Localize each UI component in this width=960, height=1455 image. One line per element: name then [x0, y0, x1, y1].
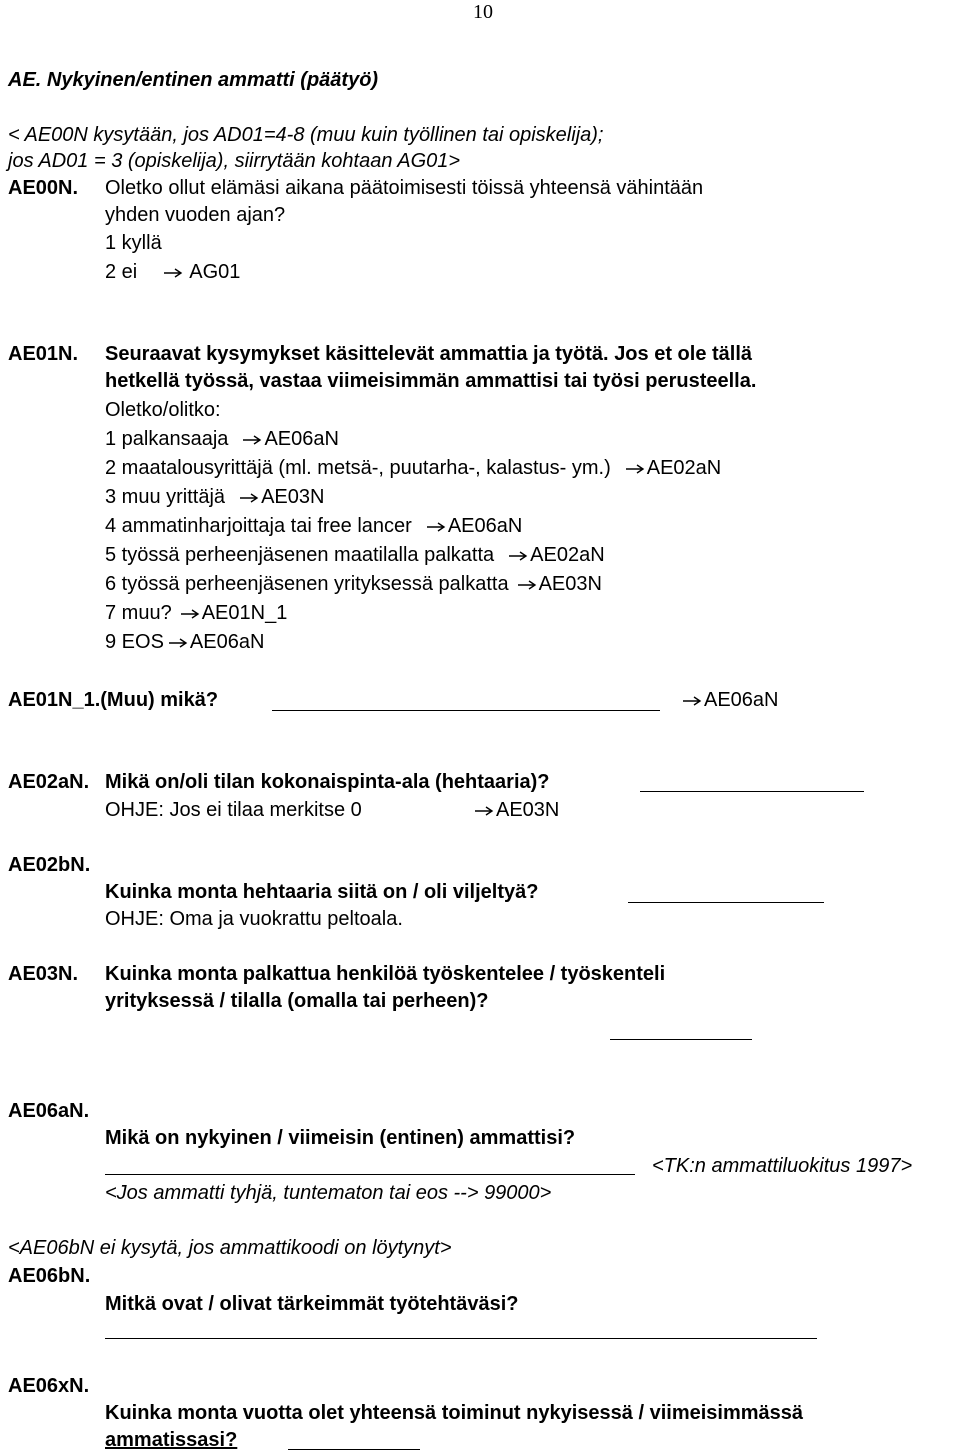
skip-target: AE02aN: [530, 544, 605, 566]
answer-line[interactable]: [610, 1039, 752, 1040]
question-text-part: Seuraavat kysymykset käsittelevät ammattia ja työtä.: [105, 343, 609, 365]
answer-option-label: 3 muu yrittäjä: [105, 486, 226, 508]
section-title: AE. Nykyinen/entinen ammatti (päätyö): [8, 69, 379, 91]
right-arrow-icon: [242, 434, 262, 446]
answer-line[interactable]: [105, 1338, 817, 1339]
routing-note: <AE06bN ei kysytä, jos ammattikoodi on löytynyt>: [8, 1237, 452, 1259]
skip-target: AE03N: [538, 573, 602, 595]
right-arrow-icon: [426, 521, 446, 533]
question-text: Kuinka monta hehtaaria siitä on / oli viljeltyä?: [105, 881, 539, 903]
answer-option-label: 5 työssä perheenjäsenen maatilalla palkatta: [105, 544, 495, 566]
question-code: AE02aN.: [8, 771, 90, 793]
answer-line[interactable]: [628, 902, 824, 903]
question-code: AE02bN.: [8, 854, 91, 876]
skip-instruction: [472, 798, 559, 822]
answer-option-label: 2 ei: [105, 261, 138, 283]
right-arrow-icon: [163, 267, 183, 279]
instruction-note: <Jos ammatti tyhjä, tuntematon tai eos --> 99000>: [105, 1182, 552, 1204]
answer-option: [105, 485, 324, 509]
answer-option: [105, 572, 602, 596]
question-text: Oletko/olitko:: [105, 399, 221, 421]
answer-option-label: 2 maatalousyrittäjä (ml. metsä-, puutarha-, kalastus- ym.): [105, 457, 611, 479]
skip-instruction: [680, 688, 779, 712]
classification-note: <TK:n ammattiluokitus 1997>: [652, 1155, 913, 1177]
skip-target: AE06aN: [447, 515, 523, 537]
answer-option: [105, 601, 287, 625]
answer-option-label: 4 ammatinharjoittaja tai free lancer: [105, 515, 412, 537]
routing-note: jos AD01 = 3 (opiskelija), siirrytään kohtaan AG01>: [8, 150, 461, 172]
page-number: 10: [473, 1, 493, 23]
question-code: AE03N.: [8, 963, 79, 985]
answer-option-label: 7 muu?: [105, 602, 172, 624]
answer-option-label: 6 työssä perheenjäsenen yrityksessä palkatta: [105, 573, 509, 595]
question-text: Oletko ollut elämäsi aikana päätoimisesti töissä yhteensä vähintään: [105, 177, 704, 199]
answer-option: [105, 260, 240, 284]
question-text: Mitkä ovat / olivat tärkeimmät työtehtäväsi?: [105, 1293, 519, 1315]
answer-option-label: 9 EOS: [105, 631, 164, 653]
question-text-part: Jos et ole tällä: [614, 343, 753, 365]
question-code: AE06bN.: [8, 1265, 91, 1287]
question-text: Kuinka monta vuotta olet yhteensä toiminut nykyisessä / viimeisimmässä: [105, 1402, 804, 1424]
question-code: AE06aN.: [8, 1100, 90, 1122]
skip-target: AE06aN: [264, 428, 339, 450]
question-text: Mikä on/oli tilan kokonaispinta-ala (hehtaaria)?: [105, 771, 550, 793]
answer-option: [105, 456, 721, 480]
skip-target: AE03N: [261, 486, 325, 508]
question-label: AE01N_1.(Muu) mikä?: [8, 689, 219, 711]
question-code: AE01N.: [8, 343, 79, 365]
question-text: Mikä on nykyinen / viimeisin (entinen) ammattisi?: [105, 1127, 576, 1149]
skip-target: AE03N: [496, 799, 560, 821]
answer-option: [105, 514, 522, 538]
answer-line[interactable]: [272, 710, 660, 711]
answer-line[interactable]: [640, 791, 864, 792]
question-text: hetkellä työssä, vastaa viimeisimmän ammattisi tai työsi perusteella.: [105, 370, 757, 392]
right-arrow-icon: [625, 463, 645, 475]
question-text: ammatissasi?: [105, 1429, 238, 1451]
question-text: [105, 342, 752, 366]
skip-target: AG01: [189, 261, 241, 283]
answer-option: [105, 427, 339, 451]
skip-target: AE06aN: [704, 689, 779, 711]
answer-option: [105, 630, 264, 654]
skip-target: AE01N_1: [201, 602, 288, 624]
right-arrow-icon: [239, 492, 259, 504]
answer-line[interactable]: [105, 1174, 635, 1175]
right-arrow-icon: [508, 550, 528, 562]
answer-option: 1 kyllä: [105, 232, 162, 254]
right-arrow-icon: [474, 805, 494, 817]
question-code: AE00N.: [8, 177, 79, 199]
right-arrow-icon: [168, 637, 188, 649]
right-arrow-icon: [180, 608, 200, 620]
answer-line[interactable]: [288, 1449, 420, 1450]
right-arrow-icon: [682, 695, 702, 707]
routing-note: < AE00N kysytään, jos AD01=4-8 (muu kuin työllinen tai opiskelija);: [8, 124, 604, 146]
question-text: yrityksessä / tilalla (omalla tai perheen)?: [105, 990, 489, 1012]
question-text: yhden vuoden ajan?: [105, 204, 286, 226]
hint-text: OHJE: Jos ei tilaa merkitse 0: [105, 799, 362, 821]
question-code: AE06xN.: [8, 1375, 90, 1397]
answer-option: [105, 543, 605, 567]
question-text: Kuinka monta palkattua henkilöä työskentelee / työskenteli: [105, 963, 666, 985]
skip-target: AE06aN: [189, 631, 265, 653]
right-arrow-icon: [517, 579, 537, 591]
hint-text: OHJE: Oma ja vuokrattu peltoala.: [105, 908, 403, 930]
skip-target: AE02aN: [646, 457, 722, 479]
answer-option-label: 1 palkansaaja: [105, 428, 229, 450]
